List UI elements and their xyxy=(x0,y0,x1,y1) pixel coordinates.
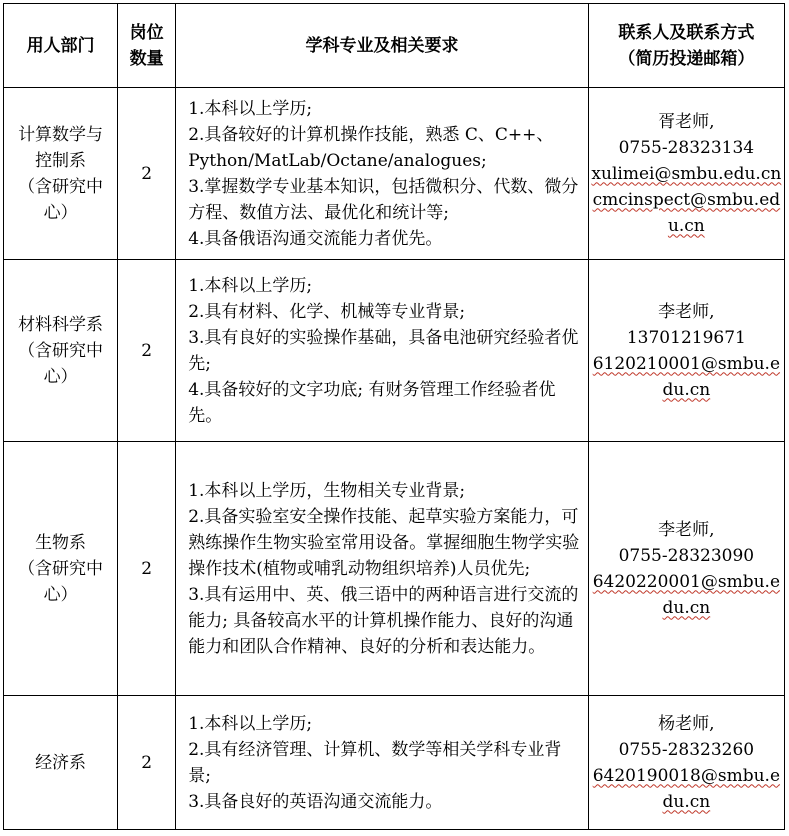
dept-line: 心） xyxy=(43,202,78,223)
table-row xyxy=(4,260,785,442)
recruitment-table xyxy=(3,3,785,830)
requirement-item: 2.具备实验室安全操作技能、起草实验方案能力，可熟练操作生物实验室常用设备。掌握细胞生物学实验操作技术(植物或哺乳动物组织培养)人员优先; xyxy=(188,506,580,579)
dept-cell xyxy=(4,88,118,260)
dept-line: 材料科学系 xyxy=(18,314,104,335)
header-row xyxy=(4,4,785,88)
header-dept-label: 用人部门 xyxy=(26,35,95,56)
header-contact-line2: （简历投递邮箱） xyxy=(618,48,755,69)
dept-line: 经济系 xyxy=(35,752,87,773)
header-contact-line1: 联系人及联系方式 xyxy=(618,22,755,43)
count-cell: 2 xyxy=(118,696,176,830)
dept-cell xyxy=(4,442,118,696)
dept-cell xyxy=(4,696,118,830)
requirements-cell xyxy=(176,260,589,442)
contact-phone: 0755-28323134 xyxy=(618,137,755,158)
requirement-item: 3.掌握数学专业基本知识，包括微积分、代数、微分方程、数值方法、最优化和统计等; xyxy=(188,176,579,223)
header-contact xyxy=(588,4,784,88)
contact-email[interactable]: 6420190018@smbu.edu.cn xyxy=(592,765,781,812)
requirement-item: 3.具有良好的实验操作基础，具备电池研究经验者优先; xyxy=(188,327,579,374)
header-count-line1: 岗位 xyxy=(129,22,164,43)
requirement-item: 1.本科以上学历; xyxy=(188,98,313,119)
contact-name: 杨老师, xyxy=(658,713,715,734)
dept-line: （含研究中 xyxy=(18,176,104,197)
count-cell: 2 xyxy=(118,260,176,442)
requirement-item: 1.本科以上学历; xyxy=(188,713,313,734)
contact-email[interactable]: 6420220001@smbu.edu.cn xyxy=(592,571,781,618)
requirements-cell xyxy=(176,88,589,260)
contact-name: 胥老师, xyxy=(658,111,715,132)
dept-line: 计算数学与 xyxy=(18,124,104,145)
dept-line: 控制系 xyxy=(35,150,87,171)
requirement-item: 4.具备俄语沟通交流能力者优先。 xyxy=(188,228,443,249)
requirement-item: 2.具备较好的计算机操作技能，熟悉 C、C++、Python/MatLab/Octane/analogues; xyxy=(188,124,554,171)
contact-cell xyxy=(588,442,784,696)
header-dept xyxy=(4,4,118,88)
contact-phone: 0755-28323260 xyxy=(618,739,755,760)
header-count-line2: 数量 xyxy=(129,48,164,69)
contact-phone: 0755-28323090 xyxy=(618,545,755,566)
contact-email[interactable]: cmcinspect@smbu.edu.cn xyxy=(592,189,781,236)
table-row xyxy=(4,88,785,260)
contact-cell xyxy=(588,260,784,442)
contact-name: 李老师, xyxy=(658,301,715,322)
contact-phone: 13701219671 xyxy=(626,327,746,348)
table-row xyxy=(4,696,785,830)
requirement-item: 3.具备良好的英语沟通交流能力。 xyxy=(188,791,443,812)
contact-cell xyxy=(588,696,784,830)
requirements-cell xyxy=(176,696,589,830)
header-count xyxy=(118,4,176,88)
requirements-cell xyxy=(176,442,589,696)
requirement-item: 1.本科以上学历，生物相关专业背景; xyxy=(188,480,466,501)
table-row xyxy=(4,442,785,696)
header-requirements xyxy=(176,4,589,88)
header-requirements-label: 学科专业及相关要求 xyxy=(305,35,459,56)
contact-email[interactable]: 6120210001@smbu.edu.cn xyxy=(592,353,781,400)
requirement-item: 1.本科以上学历; xyxy=(188,275,313,296)
count-cell: 2 xyxy=(118,88,176,260)
dept-line: 心） xyxy=(43,584,78,605)
dept-line: （含研究中 xyxy=(18,558,104,579)
dept-cell xyxy=(4,260,118,442)
contact-name: 李老师, xyxy=(658,519,715,540)
dept-line: 生物系 xyxy=(35,532,87,553)
dept-line: 心） xyxy=(43,366,78,387)
requirement-item: 3.具有运用中、英、俄三语中的两种语言进行交流的能力; 具备较高水平的计算机操作能力、良好的沟通能力和团队合作精神、良好的分析和表达能力。 xyxy=(188,584,579,657)
dept-line: （含研究中 xyxy=(18,340,104,361)
requirement-item: 2.具有材料、化学、机械等专业背景; xyxy=(188,301,466,322)
count-cell: 2 xyxy=(118,442,176,696)
contact-email[interactable]: xulimei@smbu.edu.cn xyxy=(591,163,782,184)
requirement-item: 4.具备较好的文字功底; 有财务管理工作经验者优先。 xyxy=(188,379,556,426)
contact-cell xyxy=(588,88,784,260)
requirement-item: 2.具有经济管理、计算机、数学等相关学科专业背景; xyxy=(188,739,562,786)
